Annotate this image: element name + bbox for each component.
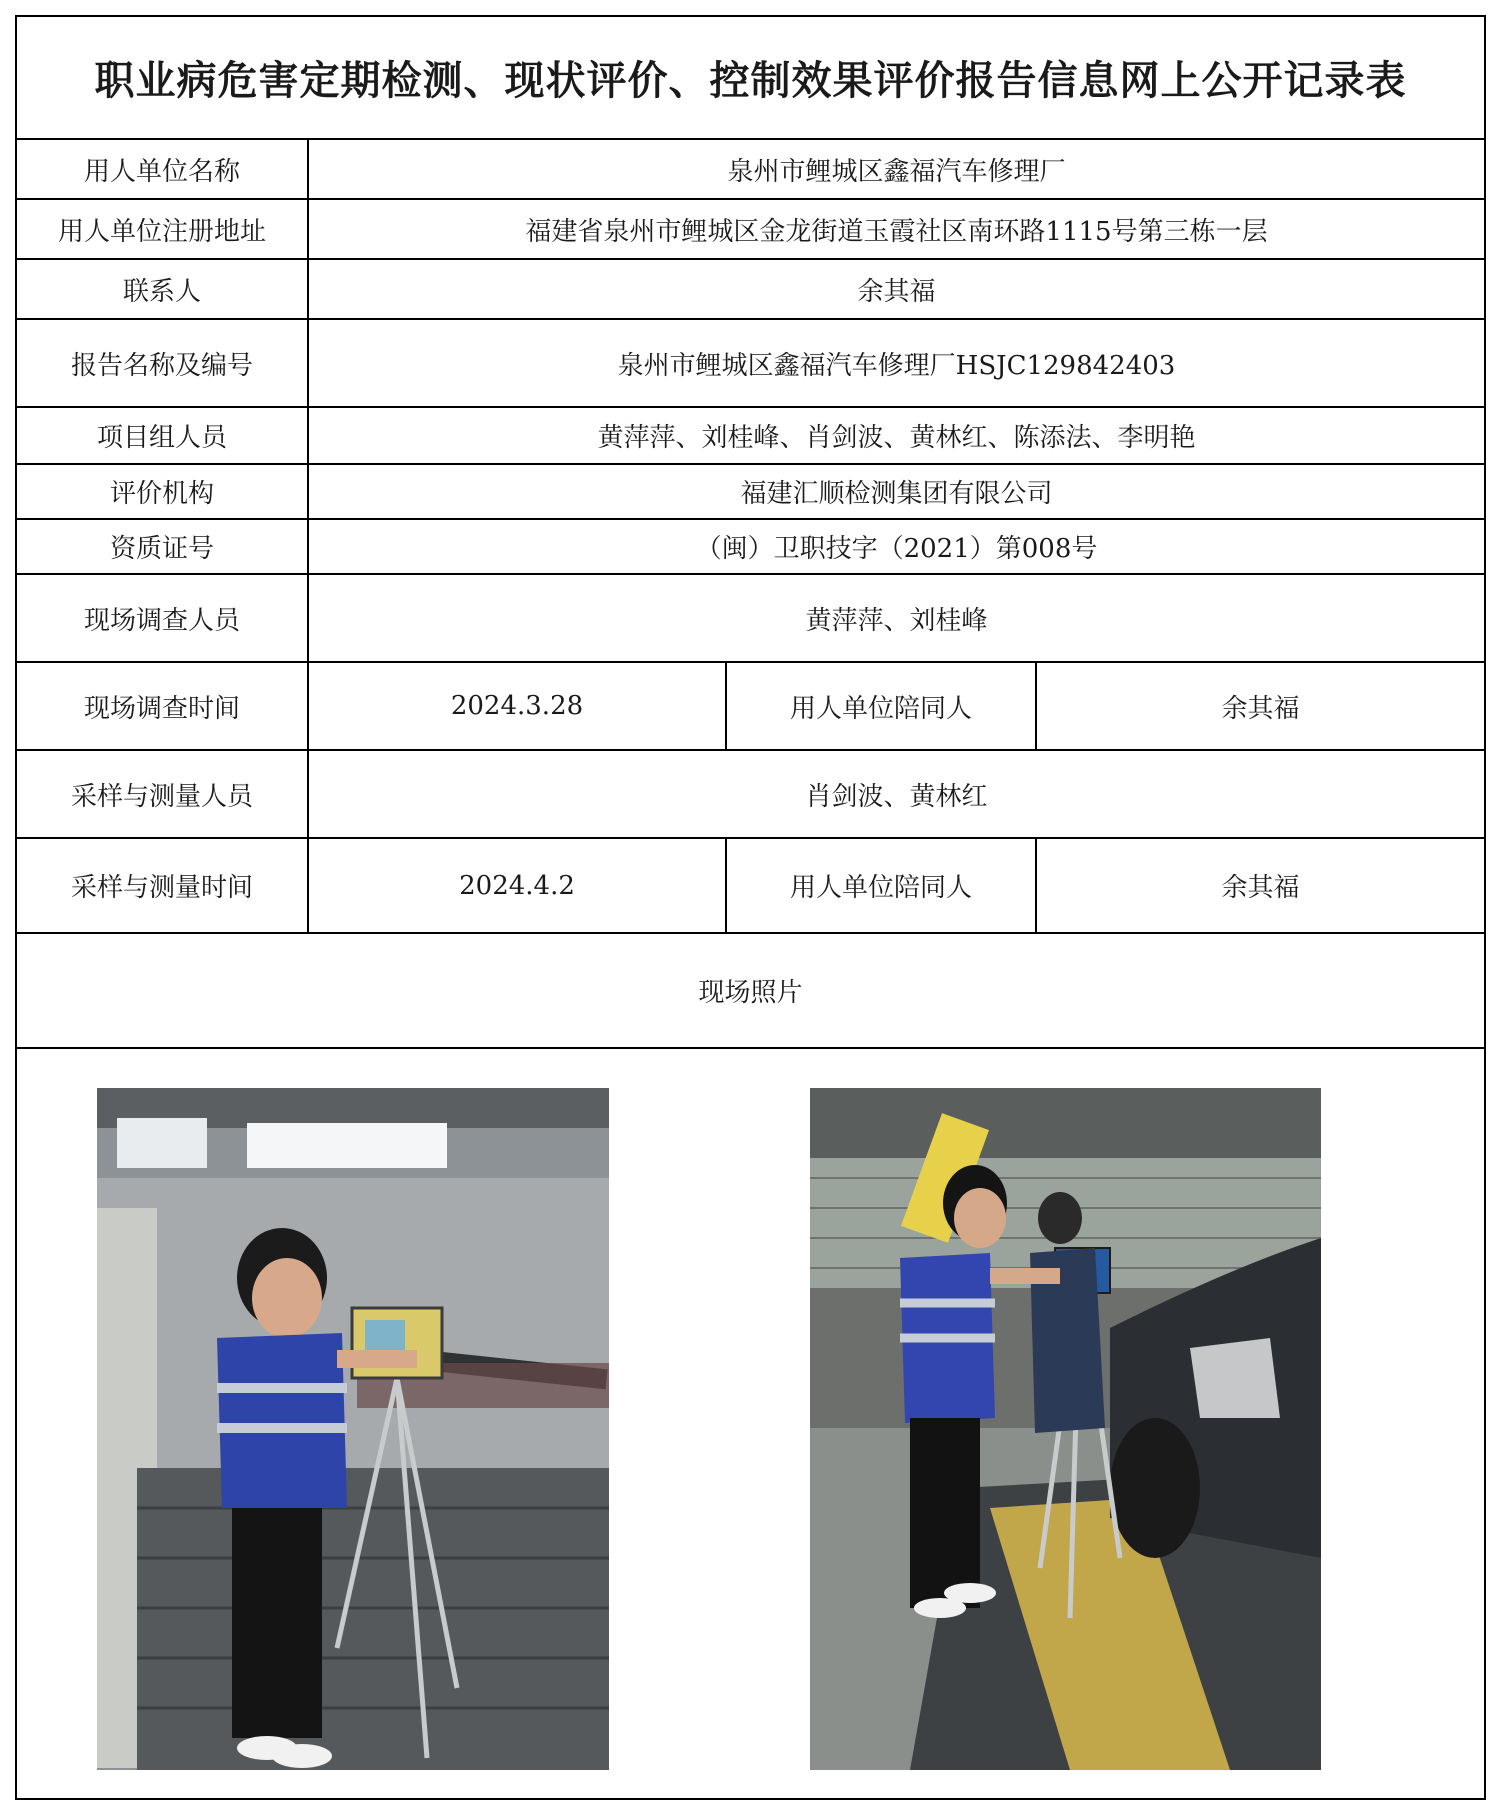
value-employer-name: 泉州市鲤城区鑫福汽车修理厂 (727, 156, 1066, 187)
photos-area (17, 1049, 1484, 1798)
row-team (17, 408, 1484, 465)
value-report: 泉州市鲤城区鑫福汽车修理厂HSJC129842403 (617, 350, 1176, 381)
label-employer-name: 用人单位名称 (17, 140, 309, 198)
label-report: 报告名称及编号 (17, 320, 309, 406)
row-survey-staff (17, 575, 1484, 663)
value-survey-companion: 余其福 (1221, 693, 1300, 724)
row-employer-name (17, 140, 1484, 200)
label-sampling-staff: 采样与测量人员 (17, 751, 309, 837)
value-sampling-time: 2024.4.2 (309, 839, 727, 932)
record-table (15, 15, 1486, 1800)
label-agency: 评价机构 (17, 465, 309, 518)
row-sampling-time (17, 839, 1484, 934)
table-title: 职业病危害定期检测、现状评价、控制效果评价报告信息网上公开记录表 (17, 17, 1484, 140)
row-employer-address (17, 200, 1484, 260)
row-survey-time (17, 663, 1484, 751)
value-employer-address: 福建省泉州市鲤城区金龙街道玉霞社区南环路1115号第三栋一层 (525, 216, 1268, 247)
label-team: 项目组人员 (17, 408, 309, 463)
value-sampling-companion: 余其福 (1221, 873, 1300, 903)
row-photos-label (17, 934, 1484, 1049)
label-sampling-companion: 用人单位陪同人 (727, 839, 1037, 932)
row-report (17, 320, 1484, 408)
label-survey-time: 现场调查时间 (17, 663, 309, 749)
value-license: （闽）卫职技字（2021）第008号 (695, 534, 1098, 564)
row-sampling-staff (17, 751, 1484, 839)
value-contact: 余其福 (857, 276, 936, 307)
row-license (17, 520, 1484, 575)
label-contact: 联系人 (17, 260, 309, 318)
site-photo-spray-booth-icon (97, 1088, 609, 1770)
label-survey-staff: 现场调查人员 (17, 575, 309, 661)
value-agency: 福建汇顺检测集团有限公司 (740, 479, 1053, 509)
value-team: 黄萍萍、刘桂峰、肖剑波、黄林红、陈添法、李明艳 (597, 423, 1196, 453)
site-photo-workshop-car-icon (810, 1088, 1321, 1770)
label-employer-address: 用人单位注册地址 (17, 200, 309, 258)
label-sampling-time: 采样与测量时间 (17, 839, 309, 932)
label-license: 资质证号 (17, 520, 309, 573)
row-contact (17, 260, 1484, 320)
value-sampling-staff: 肖剑波、黄林红 (805, 781, 988, 812)
value-survey-staff: 黄萍萍、刘桂峰 (805, 605, 988, 636)
value-survey-time: 2024.3.28 (309, 663, 727, 749)
label-survey-companion: 用人单位陪同人 (727, 663, 1037, 749)
label-photos: 现场照片 (698, 978, 803, 1008)
row-agency (17, 465, 1484, 520)
